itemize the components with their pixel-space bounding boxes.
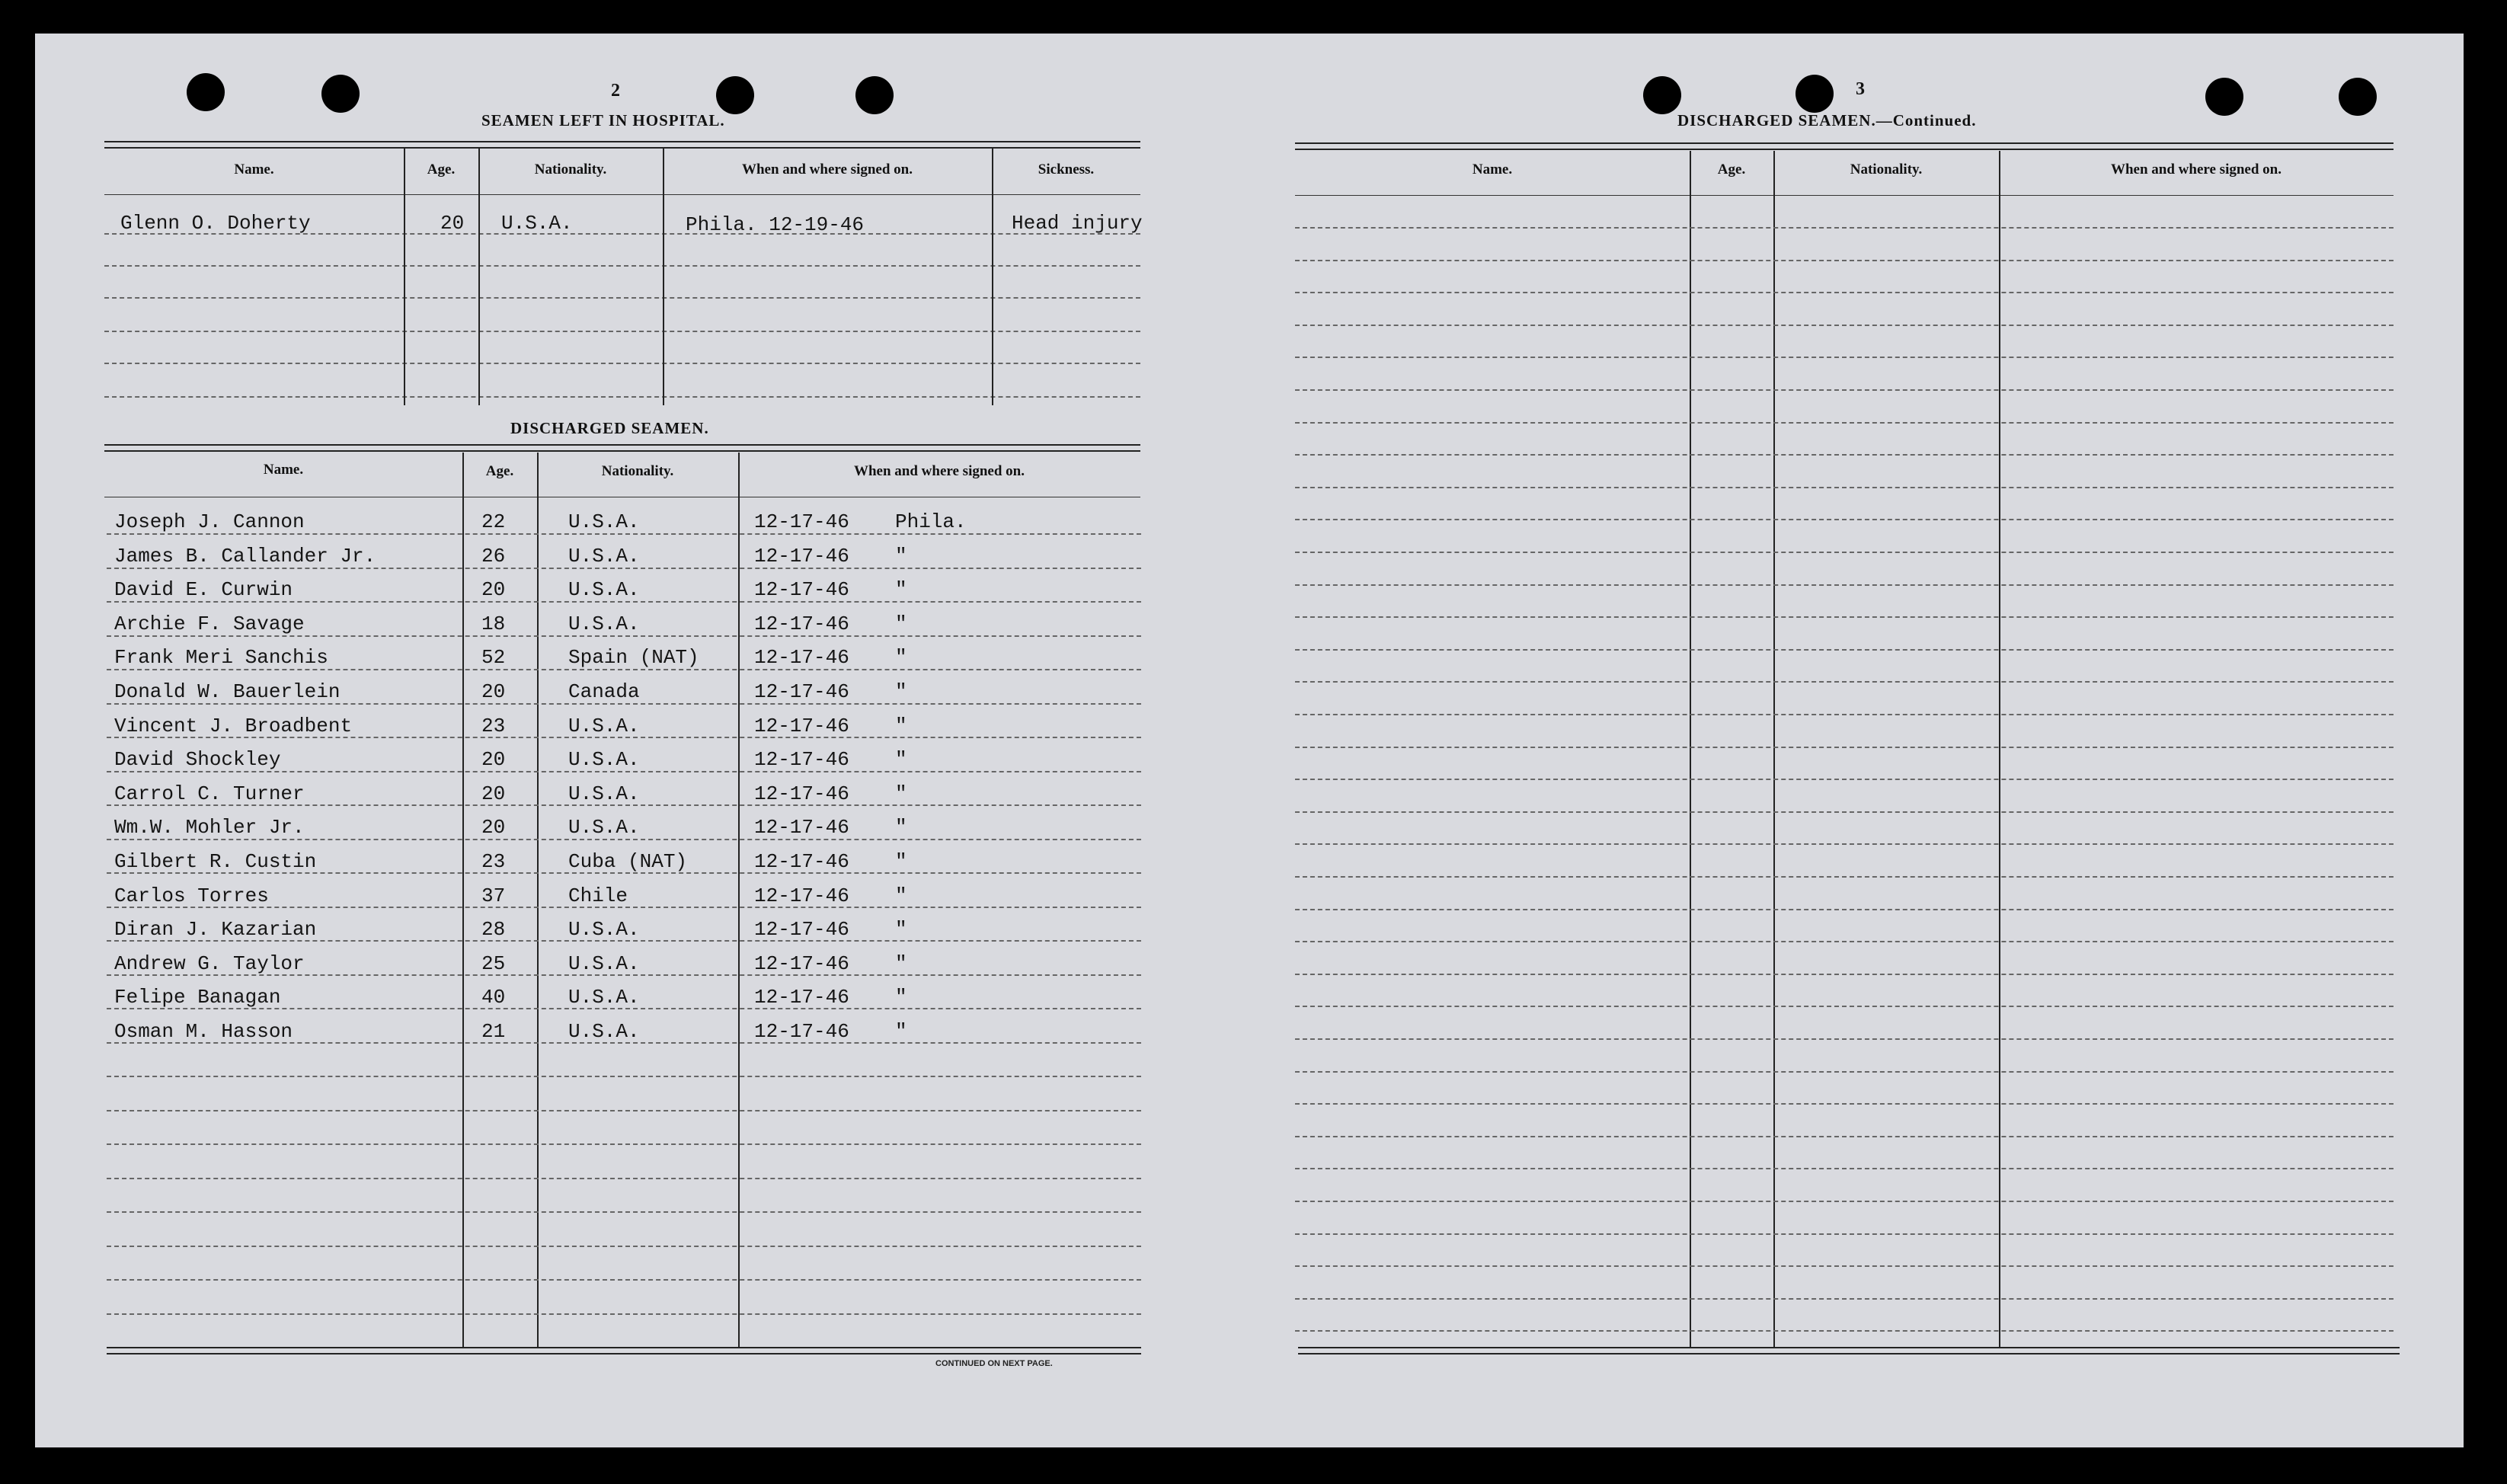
discharged-row-name: Osman M. Hasson xyxy=(114,1020,293,1043)
discharged-row-place: " xyxy=(895,714,907,737)
discharged-row-name: Felipe Banagan xyxy=(114,986,281,1009)
discharged-row-place: " xyxy=(895,1020,907,1043)
discharged-row-name: David E. Curwin xyxy=(114,578,293,602)
punch-hole xyxy=(187,73,225,111)
discharged-row-name: Carlos Torres xyxy=(114,884,269,907)
discharged-row-date: 12-17-46 xyxy=(754,986,849,1009)
discharged-row-nationality: U.S.A. xyxy=(568,986,640,1009)
discharged-row-age: 28 xyxy=(481,918,506,942)
discharged-row-age: 26 xyxy=(481,544,506,568)
discharged-row-age: 20 xyxy=(481,782,506,805)
discharged-row-age: 23 xyxy=(481,850,506,873)
punch-hole xyxy=(2339,78,2377,116)
discharged-row-age: 22 xyxy=(481,510,506,533)
hospital-row-age: 20 xyxy=(440,212,465,235)
discharged-row-date: 12-17-46 xyxy=(754,646,849,670)
discharged-row-place: " xyxy=(895,748,907,772)
discharged-section-title: DISCHARGED SEAMEN. xyxy=(510,419,709,437)
discharged-row-age: 20 xyxy=(481,816,506,840)
document-spread xyxy=(35,34,2464,1447)
discharged-row-nationality: U.S.A. xyxy=(568,816,640,840)
right-header-nationality: Nationality. xyxy=(1850,162,1923,178)
discharged-row-name: Donald W. Bauerlein xyxy=(114,680,341,703)
discharged-header-nationality: Nationality. xyxy=(601,463,674,479)
discharged-row-date: 12-17-46 xyxy=(754,782,849,805)
punch-hole xyxy=(2205,78,2243,116)
right-header-name: Name. xyxy=(1472,162,1513,178)
hospital-header-name: Name. xyxy=(234,162,274,178)
discharged-row-name: David Shockley xyxy=(114,748,281,772)
discharged-row-nationality: U.S.A. xyxy=(568,951,640,975)
discharged-row-name: Gilbert R. Custin xyxy=(114,850,317,873)
discharged-row-age: 20 xyxy=(481,680,506,703)
discharged-row-nationality: U.S.A. xyxy=(568,612,640,635)
discharged-row-nationality: U.S.A. xyxy=(568,782,640,805)
discharged-row-date: 12-17-46 xyxy=(754,544,849,568)
hospital-row-sickness: Head injury xyxy=(1012,212,1143,235)
discharged-row-age: 37 xyxy=(481,884,506,907)
discharged-row-nationality: U.S.A. xyxy=(568,918,640,942)
discharged-row-date: 12-17-46 xyxy=(754,612,849,635)
hospital-header-sickness: Sickness. xyxy=(1038,162,1095,178)
hospital-row-nationality: U.S.A. xyxy=(501,212,573,235)
discharged-row-date: 12-17-46 xyxy=(754,714,849,737)
discharged-row-place: Phila. xyxy=(895,510,967,533)
discharged-row-place: " xyxy=(895,612,907,635)
right-page-number: 3 xyxy=(1856,79,1865,99)
discharged-row-name: Joseph J. Cannon xyxy=(114,510,305,533)
discharged-row-place: " xyxy=(895,680,907,703)
punch-hole xyxy=(1643,76,1681,114)
discharged-header-age: Age. xyxy=(485,463,514,479)
discharged-row-age: 20 xyxy=(481,748,506,772)
right-section-title: DISCHARGED SEAMEN.—Continued. xyxy=(1677,111,1977,130)
hospital-header-nationality: Nationality. xyxy=(534,162,607,178)
right-header-signed-on: When and where signed on. xyxy=(2110,162,2282,178)
hospital-row-signed-on: Phila. 12-19-46 xyxy=(686,213,865,236)
punch-hole xyxy=(1796,75,1834,113)
discharged-row-place: " xyxy=(895,850,907,873)
discharged-row-nationality: U.S.A. xyxy=(568,510,640,533)
discharged-row-date: 12-17-46 xyxy=(754,680,849,703)
discharged-row-date: 12-17-46 xyxy=(754,748,849,772)
discharged-row-nationality: Spain (NAT) xyxy=(568,646,699,670)
discharged-row-nationality: Canada xyxy=(568,680,640,703)
discharged-row-age: 52 xyxy=(481,646,506,670)
discharged-row-date: 12-17-46 xyxy=(754,510,849,533)
punch-hole xyxy=(716,76,754,114)
discharged-row-place: " xyxy=(895,816,907,840)
discharged-row-place: " xyxy=(895,986,907,1009)
discharged-row-name: Archie F. Savage xyxy=(114,612,305,635)
hospital-section-title: SEAMEN LEFT IN HOSPITAL. xyxy=(481,111,725,130)
right-header-age: Age. xyxy=(1717,162,1746,178)
discharged-header-signed-on: When and where signed on. xyxy=(853,463,1025,479)
discharged-row-age: 18 xyxy=(481,612,506,635)
discharged-row-nationality: U.S.A. xyxy=(568,714,640,737)
punch-hole xyxy=(321,75,360,113)
discharged-row-date: 12-17-46 xyxy=(754,1020,849,1043)
discharged-row-name: Andrew G. Taylor xyxy=(114,951,305,975)
discharged-row-nationality: U.S.A. xyxy=(568,578,640,602)
discharged-header-name: Name. xyxy=(263,462,304,478)
discharged-row-name: Wm.W. Mohler Jr. xyxy=(114,816,305,840)
discharged-row-date: 12-17-46 xyxy=(754,816,849,840)
hospital-row-name: Glenn O. Doherty xyxy=(120,212,311,235)
discharged-row-nationality: Cuba (NAT) xyxy=(568,850,688,873)
discharged-row-place: " xyxy=(895,951,907,975)
discharged-row-age: 21 xyxy=(481,1020,506,1043)
discharged-row-place: " xyxy=(895,544,907,568)
discharged-row-name: James B. Callander Jr. xyxy=(114,544,376,568)
discharged-row-nationality: Chile xyxy=(568,884,628,907)
discharged-row-date: 12-17-46 xyxy=(754,918,849,942)
discharged-row-place: " xyxy=(895,578,907,602)
discharged-row-name: Frank Meri Sanchis xyxy=(114,646,328,670)
discharged-row-age: 20 xyxy=(481,578,506,602)
discharged-row-nationality: U.S.A. xyxy=(568,1020,640,1043)
hospital-header-signed-on: When and where signed on. xyxy=(741,162,913,178)
discharged-row-age: 40 xyxy=(481,986,506,1009)
punch-hole xyxy=(855,76,894,114)
left-page-number: 2 xyxy=(611,81,620,101)
discharged-row-place: " xyxy=(895,646,907,670)
continued-note: CONTINUED ON NEXT PAGE. xyxy=(935,1359,1053,1368)
hospital-header-age: Age. xyxy=(427,162,456,178)
discharged-row-place: " xyxy=(895,782,907,805)
discharged-row-name: Diran J. Kazarian xyxy=(114,918,317,942)
discharged-row-date: 12-17-46 xyxy=(754,951,849,975)
discharged-row-age: 25 xyxy=(481,951,506,975)
discharged-row-nationality: U.S.A. xyxy=(568,544,640,568)
discharged-row-place: " xyxy=(895,884,907,907)
discharged-row-nationality: U.S.A. xyxy=(568,748,640,772)
discharged-row-age: 23 xyxy=(481,714,506,737)
discharged-row-name: Vincent J. Broadbent xyxy=(114,714,353,737)
discharged-row-name: Carrol C. Turner xyxy=(114,782,305,805)
discharged-row-date: 12-17-46 xyxy=(754,850,849,873)
discharged-row-date: 12-17-46 xyxy=(754,578,849,602)
discharged-row-place: " xyxy=(895,918,907,942)
discharged-row-date: 12-17-46 xyxy=(754,884,849,907)
